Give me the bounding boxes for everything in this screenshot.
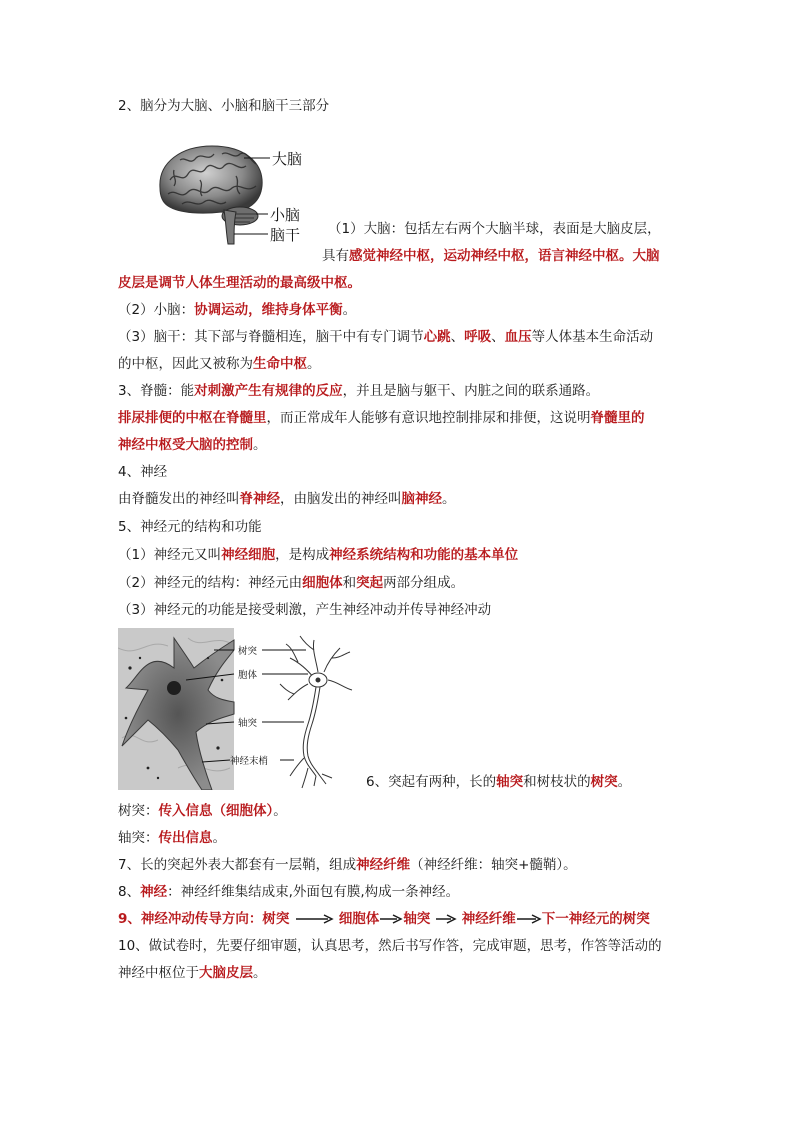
text: 8、	[118, 884, 141, 900]
cerebellum-line	[118, 300, 678, 320]
text: （神经纤维：轴突+髓鞘）。	[410, 857, 577, 873]
text: 。	[273, 803, 287, 819]
text: ，而正常成年人能够有意识地控制排尿和排便，这说明	[266, 410, 591, 426]
text: 6、突起有两种，长的	[366, 774, 497, 790]
step-fiber: 神经纤维	[461, 911, 516, 927]
highlight: 神经	[140, 884, 168, 900]
highlight: 神经中枢受大脑的控制	[118, 437, 253, 453]
highlight: 大脑皮层	[199, 965, 253, 981]
text: 。	[212, 830, 226, 846]
highlight: 轴突	[496, 774, 524, 790]
fig-label-cerebrum: 大脑	[272, 150, 303, 168]
spinal-line-3	[118, 435, 678, 455]
nerve-line	[118, 489, 678, 509]
fig-label-dendrite: 树突	[238, 646, 258, 657]
fig-label-ending: 神经末梢	[230, 756, 269, 767]
brainstem-line-2	[118, 354, 678, 374]
text: 树突：	[118, 803, 159, 819]
text: 。	[253, 437, 267, 453]
step-dendrite: 树突	[262, 911, 290, 927]
neuron-line-2	[118, 573, 678, 593]
fig-label-cerebellum: 小脑	[270, 206, 301, 224]
highlight: 传出信息	[158, 830, 213, 846]
text: ，是构成	[275, 547, 330, 563]
text: 等人体基本生命活动	[531, 329, 654, 345]
highlight: 血压	[504, 329, 532, 345]
text: 两部分组成。	[383, 575, 465, 591]
process-line	[366, 772, 686, 792]
highlight: 神经系统结构和功能的基本单位	[329, 547, 519, 563]
highlight: 突起	[356, 575, 384, 591]
highlight: 呼吸	[464, 329, 492, 345]
text: 。	[617, 774, 632, 790]
highlight: 神经细胞	[221, 547, 276, 563]
arrow-icon	[379, 914, 403, 924]
text: 的中枢，因此又被称为	[118, 356, 253, 372]
highlight: 传入信息（细胞体）	[158, 803, 274, 819]
text: 3、脊髓：能	[118, 383, 195, 399]
text: 具有	[322, 248, 349, 264]
step-next-dendrite: 下一神经元的树突	[541, 911, 650, 927]
highlight: 心跳	[423, 329, 451, 345]
fiber-line	[118, 855, 678, 875]
text: （1）神经元又叫	[118, 547, 222, 563]
fig-label-axon: 轴突	[238, 718, 258, 729]
highlight: 细胞体	[302, 575, 343, 591]
sec2-heading: 2、脑分为大脑、小脑和脑干三部分	[118, 98, 330, 114]
neuron-figure	[118, 628, 358, 790]
arrow-icon	[435, 914, 457, 924]
cerebrum-line-3: 皮层是调节人体生理活动的最高级中枢。	[118, 275, 361, 291]
brainstem-shape	[224, 210, 236, 244]
neuron-line-3: （3）神经元的功能是接受刺激，产生神经冲动并传导神经冲动	[118, 602, 492, 618]
text: ，并且是脑与躯干、内脏之间的联系通路。	[342, 383, 600, 399]
text: 和树枝状的	[523, 774, 591, 790]
text: 。	[342, 302, 357, 318]
highlight: 脊神经	[239, 491, 280, 507]
highlight: 感觉神经中枢，运动神经中枢，语言神经中枢。大脑	[349, 248, 660, 264]
step-axon: 轴突	[403, 911, 431, 927]
brainstem-line-1	[118, 327, 678, 347]
dendrite-line	[118, 801, 678, 821]
spinal-line-2	[118, 408, 678, 428]
text: （2）小脑：	[118, 302, 195, 318]
text: （2）神经元的结构：神经元由	[118, 575, 303, 591]
text: 、	[491, 329, 505, 345]
fig-label-cellbody: 胞体	[238, 670, 258, 681]
axon-line	[118, 828, 678, 848]
step-cellbody: 细胞体	[338, 911, 380, 927]
sec5-heading: 5、神经元的结构和功能	[118, 519, 262, 535]
text: ，由脑发出的神经叫	[280, 491, 402, 507]
text: 。	[253, 965, 267, 981]
highlight: 协调运动，维持身体平衡	[194, 302, 343, 318]
highlight: 脊髓里的	[590, 410, 645, 426]
arrow-icon	[294, 914, 334, 924]
highlight: 生命中枢	[253, 356, 307, 372]
micrograph-nucleus	[167, 681, 181, 695]
highlight: 树突	[590, 774, 618, 790]
text: 由脊髓发出的神经叫	[118, 491, 240, 507]
highlight: 神经纤维	[356, 857, 411, 873]
text: 。	[307, 356, 321, 372]
text: ：神经纤维集结成束,外面包有膜,构成一条神经。	[167, 884, 460, 900]
text: 神经中枢位于	[118, 965, 199, 981]
text: 。	[442, 491, 456, 507]
conduction-line	[118, 909, 678, 929]
text: （3）脑干：其下部与脊髓相连，脑干中有专门调节	[118, 329, 424, 345]
text: 轴突：	[118, 830, 159, 846]
highlight: 排尿排便的中枢在脊髓里	[118, 410, 267, 426]
highlight: 对刺激产生有规律的反应	[194, 383, 343, 399]
cerebrum-line-2	[322, 246, 682, 266]
cerebrum-line-1: （1）大脑：包括左右两个大脑半球，表面是大脑皮层，	[328, 221, 661, 237]
brain-figure	[152, 140, 320, 250]
text: 7、长的突起外表大都套有一层鞘，组成	[118, 857, 357, 873]
sec4-heading: 4、神经	[118, 464, 168, 480]
conduction-label: 9、神经冲动传导方向：	[118, 911, 263, 927]
fig-label-brainstem: 脑干	[270, 226, 301, 244]
text: 和	[342, 575, 357, 591]
text: 、	[450, 329, 465, 345]
exam-line-1: 10、做试卷时，先要仔细审题，认真思考，然后书写作答，完成审题，思考，作答等活动的	[118, 938, 662, 954]
nerve-def-line	[118, 882, 678, 902]
neuron-line-1	[118, 545, 678, 565]
spinal-line-1	[118, 381, 678, 401]
highlight: 脑神经	[401, 491, 442, 507]
arrow-icon	[516, 914, 542, 924]
exam-line-2	[118, 963, 678, 983]
